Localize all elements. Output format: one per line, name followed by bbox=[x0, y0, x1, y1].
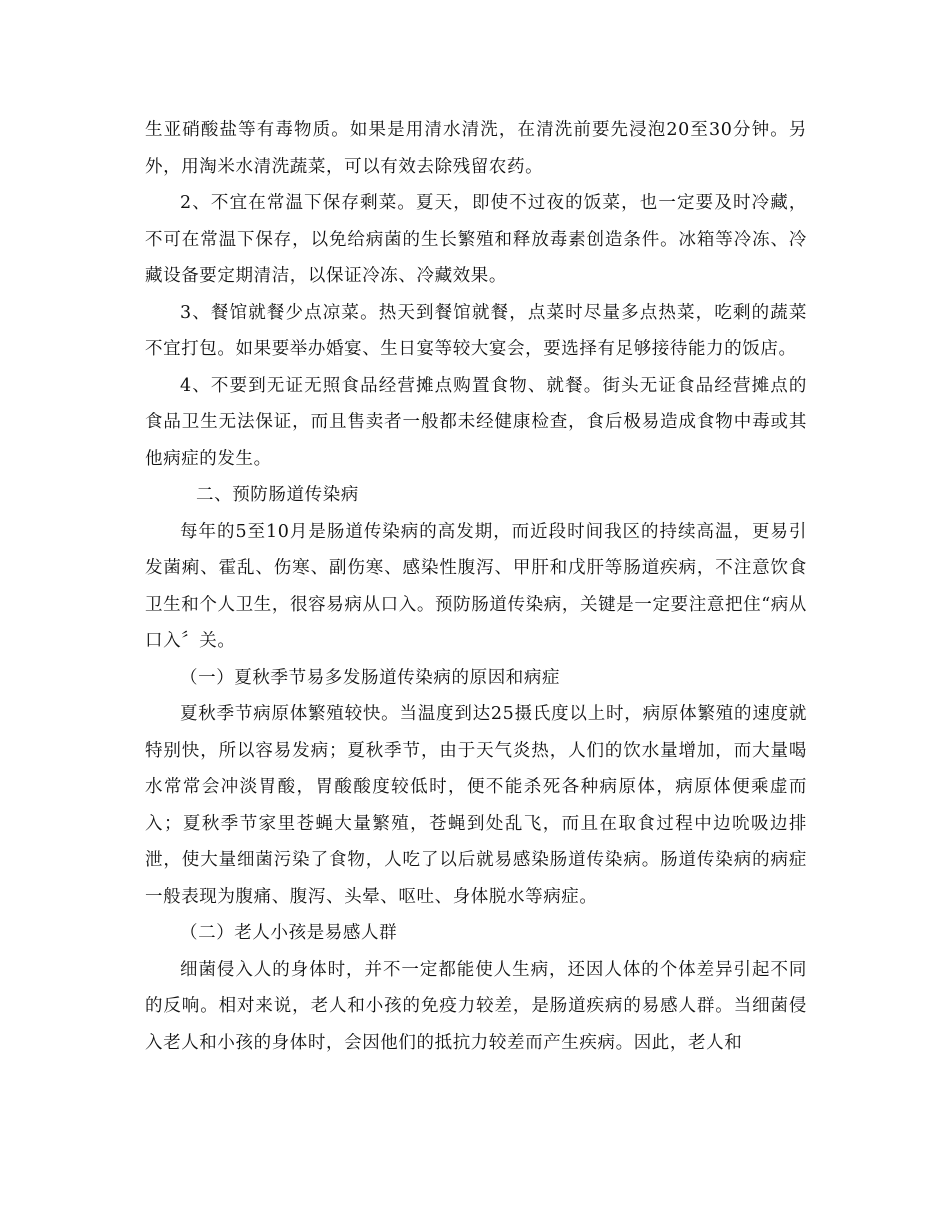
paragraph-causes: 夏秋季节病原体繁殖较快。当温度到达25摄氏度以上时，病原体繁殖的速度就特别快，所以容易发病；夏秋季节，由于天气炎热，人们的饮水量增加，而大量喝水常常会冲淡胃酸，胃酸酸度较低时，便不能杀死各种病原体，病原体便乘虚而入；夏秋季节家里苍蝇大量繁殖，苍蝇到处乱飞，而且在取食过程中边吮吸边排泄，使大量细菌污染了食物，人吃了以后就易感染肠道传染病。肠道传染病的病症一般表现为腹痛、腹泻、头晕、呕吐、身体脱水等病症。 bbox=[145, 704, 807, 907]
paragraph-continuation: 生亚硝酸盐等有毒物质。如果是用清水清洗，在清洗前要先浸泡20至30分钟。另外，用淘米水清洗蔬菜，可以有效去除残留农药。 bbox=[145, 120, 807, 177]
subsection-heading-2: （二）老人小孩是易感人群 bbox=[180, 923, 398, 943]
paragraph-intro: 每年的5至10月是肠道传染病的高发期，而近段时间我区的持续高温，更易引发菌痢、霍乱、伤寒、副伤寒、感染性腹泻、甲肝和戊肝等肠道疾病，不注意饮食卫生和个人卫生，很容易病从口入。预防肠道传染病，关键是一定要注意把住“病从口入〞关。 bbox=[145, 521, 807, 651]
subsection-heading-1: （一）夏秋季节易多发肠道传染病的原因和病症 bbox=[180, 667, 561, 688]
paragraph-susceptible: 细菌侵入人的身体时，并不一定都能使人生病，还因人体的个体差异引起不同的反响。相对来说，老人和小孩的免疫力较差，是肠道疾病的易感人群。当细菌侵入老人和小孩的身体时，会因他们的抵抗力较差而产生疾病。因此，老人和 bbox=[145, 959, 807, 1053]
paragraph-item-2: 2、不宜在常温下保存剩菜。夏天，即使不过夜的饭菜，也一定要及时冷藏，不可在常温下保存，以免给病菌的生长繁殖和释放毒素创造条件。冰箱等冷冻、冷藏设备要定期清洁，以保证冷冻、冷藏效果。 bbox=[145, 193, 807, 286]
paragraph-item-3: 3、餐馆就餐少点凉菜。热天到餐馆就餐，点菜时尽量多点热菜，吃剩的蔬菜不宜打包。如果要举办婚宴、生日宴等较大宴会，要选择有足够接待能力的饭店。 bbox=[145, 302, 807, 359]
paragraph-item-4: 4、不要到无证无照食品经营摊点购置食物、就餐。街头无证食品经营摊点的食品卫生无法保证，而且售卖者一般都未经健康检查，食后极易造成食物中毒或其他病症的发生。 bbox=[145, 375, 807, 469]
document-body bbox=[145, 112, 807, 1061]
section-heading: 二、预防肠道传染病 bbox=[196, 485, 359, 505]
